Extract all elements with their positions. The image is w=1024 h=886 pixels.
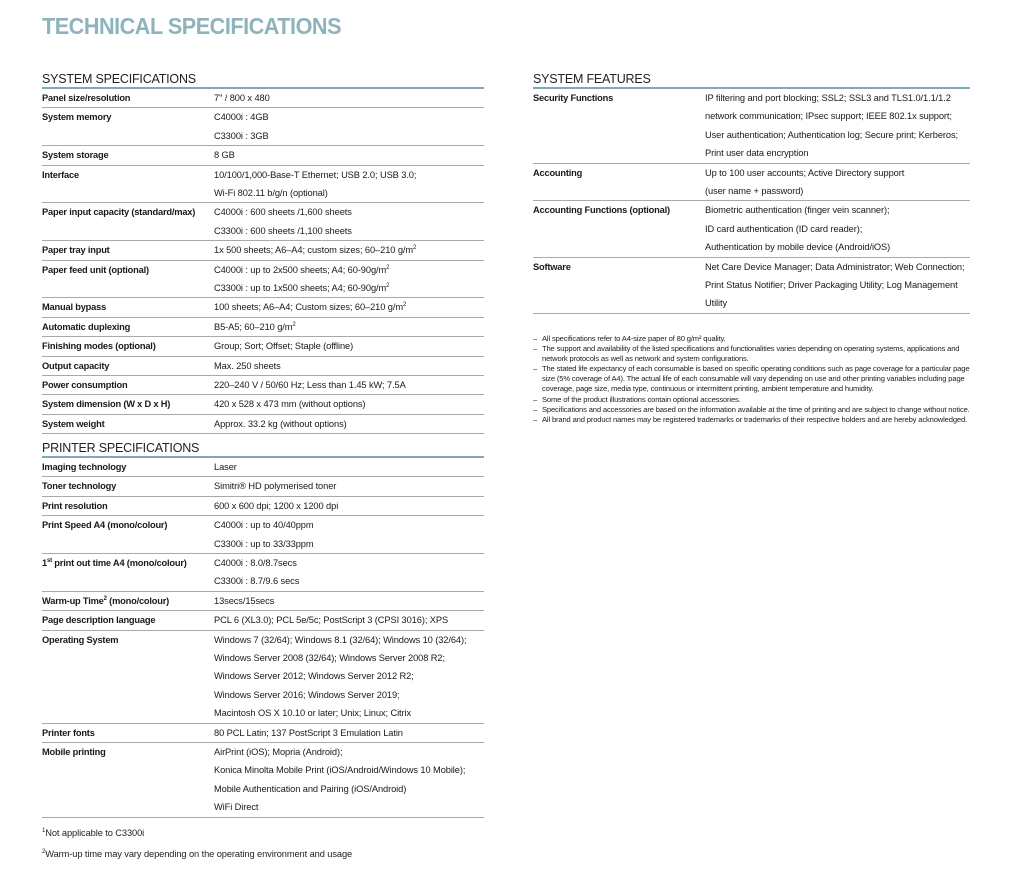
footnote-mark: 2	[42, 849, 46, 855]
spec-value	[214, 203, 484, 241]
note-item: – The stated life expectancy of each consumable is based on specific operating conditions such as page coverage for a particular page size (5% coverage of A4). The actual life of each consumable will vary depending on use and other printing variables including page coverage, page size, media type, continuous or intermittent printing, ambient temperature and humidity.	[533, 364, 978, 394]
spec-label: Manual bypass	[42, 302, 107, 313]
spec-value-line: Windows Server 2012; Windows Server 2012 R2;	[214, 671, 414, 682]
section-heading: PRINTER SPECIFICATIONS	[42, 441, 484, 458]
superscript: 2	[292, 321, 296, 328]
footnote-text: Warm-up time may vary depending on the operating environment and usage	[45, 849, 353, 859]
spec-value-line: C4000i : 8.0/8.7secs	[214, 558, 297, 568]
spec-label: Automatic duplexing	[42, 321, 131, 332]
spec-value-line: 10/100/1,000-Base-T Ethernet; USB 2.0; USB 3.0;	[214, 169, 417, 180]
superscript: 2	[402, 302, 407, 309]
printer-specifications-table	[42, 458, 484, 818]
spec-row	[42, 375, 484, 394]
spec-value	[214, 375, 484, 394]
spec-value	[214, 260, 484, 298]
spec-value-line: C4000i : up to 40/40ppm	[214, 520, 314, 531]
spec-row	[42, 742, 484, 817]
spec-value-line: IP filtering and port blocking; SSL2; SSL3 and TLS1.0/1.1/1.2	[705, 93, 951, 103]
spec-row	[42, 260, 484, 298]
spec-label: Panel size/resolution	[42, 93, 131, 103]
spec-value-line: AirPrint (iOS); Mopria (Android);	[214, 746, 343, 757]
spec-value-line: (user name + password)	[705, 185, 804, 196]
spec-value-line: 80 PCL Latin; 137 PostScript 3 Emulation Latin	[214, 727, 403, 738]
section-heading: SYSTEM SPECIFICATIONS	[42, 72, 484, 89]
spec-value-line: Net Care Device Manager; Data Administrator; Web Connection;	[705, 261, 965, 272]
system-specifications-table	[42, 89, 484, 434]
spec-value-line: 220–240 V / 50/60 Hz; Less than 1.45 kW; 7.5A	[214, 379, 406, 390]
spec-value-line: C3300i : 8.7/9.6 secs	[214, 576, 300, 587]
system-specifications-section	[42, 72, 484, 434]
spec-value	[705, 257, 970, 313]
spec-value-line: ID card authentication (ID card reader);	[705, 223, 863, 234]
spec-value-line: network communication; IPsec support; IEEE 802.1x support;	[705, 111, 952, 122]
spec-value	[214, 554, 484, 592]
spec-value-line: Group; Sort; Offset; Staple (offline)	[214, 341, 354, 352]
spec-value-line: Biometric authentication (finger vein scanner);	[705, 205, 890, 216]
note-item: – All brand and product names may be registered trademarks or trademarks of their respective holders and are hereby acknowledged.	[533, 415, 978, 425]
spec-label: Software	[533, 261, 571, 272]
footnote-2	[42, 849, 352, 859]
spec-label: Toner technology	[42, 481, 117, 492]
note-item: – All specifications refer to A4-size paper of 80 g/m² quality.	[533, 334, 978, 344]
spec-label: 1st print out time A4 (mono/colour)	[42, 558, 187, 568]
spec-value-line: 7" / 800 x 480	[214, 93, 270, 103]
spec-value-line: Authentication by mobile device (Android/iOS)	[705, 242, 891, 253]
spec-row	[42, 89, 484, 108]
spec-label: Mobile printing	[42, 746, 106, 757]
spec-label: Interface	[42, 169, 79, 180]
spec-row	[42, 630, 484, 723]
spec-label: Paper feed unit (optional)	[42, 264, 149, 275]
spec-value	[705, 163, 970, 201]
spec-value-line: 1x 500 sheets; A6–A4; custom sizes; 60–210 $g/m^2$	[214, 245, 417, 256]
spec-label: Output capacity	[42, 360, 110, 371]
spec-value-line: Laser	[214, 462, 237, 472]
spec-label: Operating System	[42, 634, 119, 645]
spec-row	[42, 356, 484, 375]
spec-value-line: C4000i : up to 2x500 sheets; A4; $60-90g/m^2$	[214, 264, 390, 275]
spec-value	[214, 742, 484, 817]
spec-label: Accounting	[533, 167, 583, 178]
spec-value-line: 13secs/15secs	[214, 595, 275, 606]
spec-label: Paper tray input	[42, 245, 110, 256]
spec-value	[214, 241, 484, 260]
spec-row	[42, 723, 484, 742]
spec-value-line: User authentication; Authentication log; Secure print; Kerberos;	[705, 129, 959, 140]
superscript: 2	[103, 595, 107, 602]
spec-value	[214, 516, 484, 554]
spec-value	[214, 630, 484, 723]
spec-row	[42, 554, 484, 592]
note-item: – Specifications and accessories are based on the information available at the time of printing and are subject to change without notice.	[533, 405, 978, 415]
spec-value-line: 100 sheets; A6–A4; Custom sizes; 60–210 $g/m^2$	[214, 302, 407, 313]
spec-label: System dimension (W x D x H)	[42, 399, 171, 410]
printer-specifications-section	[42, 441, 484, 818]
spec-value	[214, 723, 484, 742]
spec-row	[533, 163, 970, 201]
spec-value	[214, 591, 484, 610]
spec-value	[214, 477, 484, 496]
spec-row	[42, 414, 484, 433]
spec-row	[42, 477, 484, 496]
spec-value-line: C3300i : 3GB	[214, 130, 269, 141]
spec-value-line: Windows Server 2016; Windows Server 2019;	[214, 689, 400, 700]
spec-row	[42, 165, 484, 203]
spec-value-line: Utility	[705, 298, 728, 309]
spec-value	[214, 611, 484, 630]
spec-value	[214, 458, 484, 477]
spec-value-line: C4000i : 4GB	[214, 112, 269, 123]
spec-value-line: Print Status Notifier; Driver Packaging Utility; Log Management	[705, 279, 958, 290]
spec-label: Printer fonts	[42, 727, 95, 738]
footnote-text: Not applicable to C3300i	[45, 828, 145, 838]
spec-value	[214, 165, 484, 203]
spec-value	[214, 395, 484, 414]
spec-value-line: Wi-Fi 802.11 b/g/n (optional)	[214, 187, 328, 198]
spec-value	[214, 89, 484, 108]
spec-value-line: Windows Server 2008 (32/64); Windows Server 2008 R2;	[214, 652, 445, 663]
system-features-section	[533, 72, 970, 314]
spec-value-line: Up to 100 user accounts; Active Directory support	[705, 167, 905, 178]
spec-label: Page description language	[42, 615, 156, 626]
spec-value-line: B5-A5; 60–210 $g/m^2$	[214, 321, 296, 332]
spec-value-line: Macintosh OS X 10.10 or later; Unix; Linux; Citrix	[214, 708, 412, 719]
spec-value	[214, 356, 484, 375]
superscript: 2	[413, 245, 417, 252]
spec-label: Print Speed A4 (mono/colour)	[42, 520, 168, 531]
spec-row	[533, 89, 970, 163]
footnote-mark: 1	[42, 828, 46, 834]
spec-row	[42, 611, 484, 630]
spec-row	[42, 591, 484, 610]
page-title: TECHNICAL SPECIFICATIONS	[42, 13, 342, 39]
spec-value-line: Simitri® HD polymerised toner	[214, 481, 337, 492]
spec-row	[533, 201, 970, 257]
note-item: – Some of the product illustrations contain optional accessories.	[533, 395, 978, 405]
spec-label: System memory	[42, 112, 112, 123]
section-heading: SYSTEM FEATURES	[533, 72, 970, 89]
spec-value-line: Konica Minolta Mobile Print (iOS/Android/Windows 10 Mobile);	[214, 765, 466, 776]
spec-label: Print resolution	[42, 500, 108, 511]
spec-row	[42, 395, 484, 414]
system-features-table	[533, 89, 970, 314]
footnote-1	[42, 828, 144, 838]
spec-row	[42, 496, 484, 515]
spec-value-line: C3300i : 600 sheets /1,100 sheets	[214, 225, 352, 236]
spec-label: Security Functions	[533, 93, 614, 103]
superscript: st	[46, 558, 52, 564]
spec-value	[214, 146, 484, 165]
spec-value	[214, 317, 484, 336]
notes-list	[533, 334, 978, 425]
spec-row	[42, 146, 484, 165]
spec-value-line: Approx. 33.2 kg (without options)	[214, 418, 347, 429]
note-item: – The support and availability of the listed specifications and functionalities varies depending on operating systems, applications and network protocols as well as network and system configurations.	[533, 344, 978, 364]
spec-value	[214, 108, 484, 146]
spec-label: System storage	[42, 150, 109, 161]
spec-row	[42, 516, 484, 554]
spec-value-line: 8 GB	[214, 150, 235, 161]
spec-value	[214, 298, 484, 317]
spec-row	[42, 203, 484, 241]
superscript: 2	[386, 264, 390, 271]
spec-value-line: PCL 6 (XL3.0); PCL 5e/5c; PostScript 3 (CPSI 3016); XPS	[214, 615, 449, 626]
spec-label: Paper input capacity (standard/max)	[42, 207, 196, 218]
spec-value-line: Mobile Authentication and Pairing (iOS/Android)	[214, 783, 407, 794]
spec-row	[42, 298, 484, 317]
spec-value-line: C4000i : 600 sheets /1,600 sheets	[214, 207, 352, 218]
spec-value	[705, 201, 970, 257]
spec-row	[42, 108, 484, 146]
spec-value	[214, 414, 484, 433]
superscript: 2	[386, 282, 390, 289]
spec-value-line: C3300i : up to 33/33ppm	[214, 538, 314, 549]
spec-row	[42, 317, 484, 336]
spec-value-line: Windows 7 (32/64); Windows 8.1 (32/64); Windows 10 (32/64);	[214, 634, 467, 645]
spec-row	[533, 257, 970, 313]
spec-value-line: 600 x 600 dpi; 1200 x 1200 dpi	[214, 500, 339, 511]
spec-row	[42, 337, 484, 356]
spec-value-line: 420 x 528 x 473 mm (without options)	[214, 399, 366, 410]
spec-label: System weight	[42, 418, 105, 429]
spec-value	[214, 337, 484, 356]
spec-value-line: Max. 250 sheets	[214, 360, 281, 371]
spec-label: Finishing modes (optional)	[42, 341, 156, 352]
spec-label: Warm-up Time$^2$ (mono/colour)	[42, 595, 170, 606]
spec-label: Imaging technology	[42, 462, 127, 472]
spec-row	[42, 458, 484, 477]
spec-row	[42, 241, 484, 260]
spec-label: Accounting Functions (optional)	[533, 205, 670, 216]
spec-value-line: WiFi Direct	[214, 802, 259, 813]
spec-label: Power consumption	[42, 379, 128, 390]
spec-value-line: C3300i : up to 1x500 sheets; A4; $60-90g/m^2$	[214, 282, 390, 293]
spec-value-line: Print user data encryption	[705, 148, 809, 159]
spec-value	[705, 89, 970, 163]
spec-value	[214, 496, 484, 515]
